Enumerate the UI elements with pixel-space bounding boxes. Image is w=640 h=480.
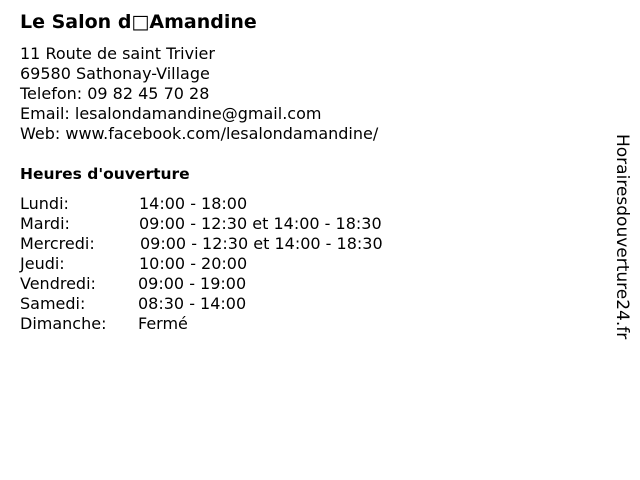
contact-block: [20, 44, 378, 144]
time-value: 09:00 - 12:30 et 14:00 - 18:30: [139, 214, 382, 233]
hours-row-thursday: [20, 254, 440, 274]
time-value: 09:00 - 19:00: [138, 274, 247, 293]
phone-number: Telefon: 09 82 45 70 28: [20, 84, 210, 103]
hours-row-saturday: [20, 294, 440, 314]
website-address: Web: www.facebook.com/lesalondamandine/: [20, 124, 379, 143]
day-label: Lundi:: [20, 194, 69, 213]
time-value: 08:30 - 14:00: [138, 294, 247, 313]
hours-heading: Heures d'ouverture: [20, 165, 190, 183]
day-label: Mercredi:: [20, 234, 95, 253]
day-label: Dimanche:: [20, 314, 107, 333]
watermark-text: Horairesdouverture24.fr: [612, 134, 632, 340]
day-label: Samedi:: [20, 294, 86, 313]
site-watermark: [614, 134, 634, 374]
hours-row-wednesday: [20, 234, 440, 254]
time-value: 14:00 - 18:00: [139, 194, 248, 213]
time-value: 10:00 - 20:00: [139, 254, 248, 273]
business-name: Le Salon d□Amandine: [20, 11, 257, 33]
street-address: 11 Route de saint Trivier: [20, 44, 215, 63]
day-label: Jeudi:: [20, 254, 65, 273]
opening-hours-table: [20, 194, 440, 334]
hours-row-tuesday: [20, 214, 440, 234]
time-value: Fermé: [138, 314, 188, 333]
hours-row-sunday: [20, 314, 440, 334]
email-address: Email: lesalondamandine@gmail.com: [20, 104, 322, 123]
hours-row-friday: [20, 274, 440, 294]
day-label: Mardi:: [20, 214, 70, 233]
day-label: Vendredi:: [20, 274, 96, 293]
city-address: 69580 Sathonay-Village: [20, 64, 210, 83]
hours-row-monday: [20, 194, 440, 214]
time-value: 09:00 - 12:30 et 14:00 - 18:30: [140, 234, 383, 253]
